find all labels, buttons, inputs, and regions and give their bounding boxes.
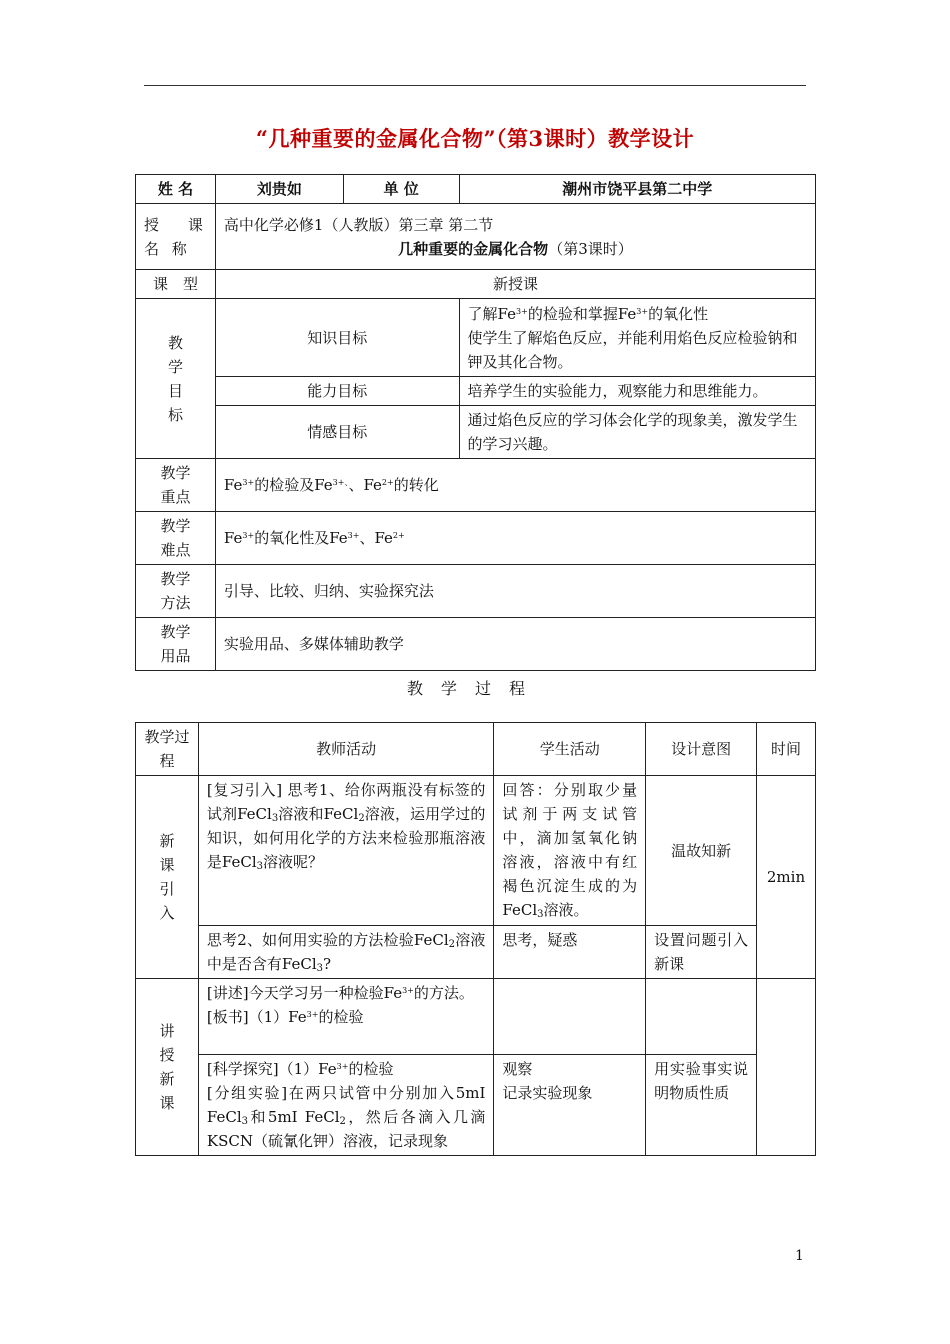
intent-2: 设置问题引入新课 — [646, 926, 757, 979]
superscript: 3+ — [402, 986, 414, 995]
label-line: 教学 — [160, 464, 191, 482]
text: Fe — [223, 529, 243, 547]
text: [复习引入] 思考1、给你两瓶没有标签的试剂FeCl — [206, 781, 486, 823]
text: 、Fe — [348, 476, 382, 494]
superscript: 3+ — [636, 306, 649, 316]
course-period: （第3课时） — [548, 239, 633, 258]
emotion-label: 情感目标 — [215, 406, 459, 459]
text: 的检验和掌握Fe — [527, 304, 637, 323]
goals-char: 标 — [167, 405, 183, 424]
goals-char: 教 — [167, 333, 183, 352]
subscript: 3 — [241, 1116, 249, 1127]
method-value: 引导、比较、归纳、实验探究法 — [215, 565, 815, 618]
stage-intro — [136, 776, 199, 979]
text: 了解Fe — [467, 304, 517, 323]
superscript: 3+ — [336, 1062, 349, 1071]
student-activity-3 — [494, 979, 646, 1055]
text: ，然后各滴入几滴KSCN（硫氰化钾）溶液，记录现象 — [206, 1108, 486, 1150]
superscript: 3+ — [347, 531, 360, 540]
subscript: 2 — [358, 813, 365, 824]
intent-4: 用实验事实说明物质性质 — [646, 1055, 757, 1156]
time-1: 2min — [756, 776, 815, 979]
course-label: 授 课 名 称 — [136, 204, 216, 270]
stage-teaching — [136, 979, 199, 1156]
text: Fe — [223, 476, 243, 494]
text-line — [207, 1005, 485, 1029]
course-name: 几种重要的金属化合物 — [398, 239, 549, 258]
emotion-value: 通过焰色反应的学习体会化学的现象美，激发学生的学习兴趣。 — [459, 406, 815, 459]
knowledge-label: 知识目标 — [215, 299, 459, 377]
stage-char: 引 — [159, 880, 175, 898]
knowledge-line2: 使学生了解焰色反应，并能利用焰色反应检验钠和钾及其化合物。 — [467, 328, 798, 371]
teacher-activity-1 — [198, 776, 493, 926]
header-stage: 教学过程 — [136, 723, 199, 776]
text: 的转化 — [393, 476, 439, 494]
label-line: 难点 — [160, 541, 191, 559]
document-title: “几种重要的金属化合物”（第3课时）教学设计 — [255, 126, 695, 151]
course-value — [215, 204, 815, 270]
page-number: 1 — [795, 1248, 804, 1264]
text: 、Fe — [359, 529, 393, 547]
tools-label — [136, 618, 216, 671]
stage-char: 授 — [159, 1046, 175, 1064]
difficulty-value — [215, 512, 815, 565]
text-line — [207, 1081, 485, 1153]
type-label: 课 型 — [136, 270, 216, 299]
header-time: 时间 — [756, 723, 815, 776]
text: 的检验 — [318, 1008, 364, 1026]
text-line — [207, 981, 485, 1005]
text: 思考2、如何用实验的方法检验FeCl — [206, 931, 449, 949]
text: [讲述]今天学习另一种检验Fe — [206, 984, 403, 1002]
unit-value: 潮州市饶平县第二中学 — [459, 175, 815, 204]
tools-value: 实验用品、多媒体辅助教学 — [215, 618, 815, 671]
text: 的氧化性 — [648, 304, 709, 323]
section-title: 教学过程 — [406, 679, 543, 698]
student-activity-1 — [494, 776, 646, 926]
text: 溶液和FeCl — [278, 805, 359, 823]
lesson-info-table — [135, 174, 816, 671]
stage-char: 新 — [159, 1070, 175, 1088]
key-value — [215, 459, 815, 512]
text: 的检验 — [348, 1060, 394, 1078]
text: 溶液。 — [543, 901, 589, 919]
subscript: 3 — [537, 909, 544, 920]
header-rule — [144, 85, 806, 86]
superscript: 2+ — [392, 531, 405, 540]
label-line: 教学 — [160, 570, 191, 588]
superscript: 3+ — [242, 531, 255, 540]
stage-char: 课 — [159, 1094, 175, 1112]
text: 溶液呢？ — [263, 853, 324, 871]
text: 的方法。 — [413, 984, 474, 1002]
text: ? — [323, 955, 332, 973]
text: [板书]（1）Fe — [206, 1008, 307, 1026]
difficulty-label — [136, 512, 216, 565]
time-2 — [756, 979, 815, 1156]
student-activity-4 — [494, 1055, 646, 1156]
text: [科学探究]（1）Fe — [206, 1060, 337, 1078]
course-line2 — [224, 237, 807, 261]
subscript: 3 — [271, 813, 279, 824]
text: 溶液中是否含有FeCl — [206, 931, 486, 973]
text: 回答：分别取少量试剂于两支试管中，滴加氢氧化钠溶液，溶液中有红褐色沉淀生成的为FeCl — [502, 781, 638, 919]
teacher-activity-2 — [198, 926, 493, 979]
text: 的氧化性及Fe — [254, 529, 348, 547]
label-line: 用品 — [160, 647, 191, 665]
superscript: 2+ — [381, 478, 394, 487]
label-line: 重点 — [160, 488, 191, 506]
text-line: 记录实验现象 — [502, 1084, 593, 1102]
knowledge-value — [459, 299, 815, 377]
knowledge-line1 — [468, 302, 807, 326]
subscript: 3 — [256, 861, 264, 872]
ability-label: 能力目标 — [215, 377, 459, 406]
subscript: 2 — [339, 1116, 346, 1127]
text-line — [207, 1057, 485, 1081]
name-value: 刘贵如 — [215, 175, 343, 204]
stage-char: 课 — [159, 856, 175, 874]
goals-char: 学 — [167, 357, 183, 376]
label-line: 教学 — [160, 517, 191, 535]
goals-label — [136, 299, 216, 459]
ability-value: 培养学生的实验能力，观察能力和思维能力。 — [459, 377, 815, 406]
text: 溶液，运用学过的知识，如何用化学的方法来检验那瓶溶液是FeCl — [206, 805, 486, 871]
subscript: 2 — [448, 939, 456, 950]
unit-label: 单 位 — [343, 175, 459, 204]
superscript: 3+ — [242, 478, 255, 487]
subscript: 3 — [316, 963, 324, 974]
process-table — [135, 722, 816, 1156]
header-intent: 设计意图 — [646, 723, 757, 776]
superscript: 3+、 — [332, 478, 349, 487]
course-line1: 高中化学必修1（人教版）第三章 第二节 — [223, 215, 494, 234]
intent-1: 温故知新 — [646, 776, 757, 926]
superscript: 3+ — [516, 306, 528, 316]
text: 的检验及Fe — [254, 476, 333, 494]
key-label — [136, 459, 216, 512]
label-line: 方法 — [160, 594, 191, 612]
type-value: 新授课 — [215, 270, 815, 299]
intent-3 — [646, 979, 757, 1055]
text-line: 观察 — [502, 1060, 533, 1078]
text: [分组实验]在两只试管中分别加入5mI FeCl — [206, 1084, 486, 1126]
header-student: 学生活动 — [494, 723, 646, 776]
stage-char: 讲 — [159, 1022, 175, 1040]
name-label: 姓 名 — [136, 175, 216, 204]
method-label — [136, 565, 216, 618]
label-line: 教学 — [160, 623, 191, 641]
student-activity-2: 思考，疑惑 — [494, 926, 646, 979]
text: 和5mI FeCl — [248, 1108, 340, 1126]
stage-char: 新 — [159, 832, 175, 850]
teacher-activity-3 — [198, 979, 493, 1055]
teacher-activity-4 — [198, 1055, 493, 1156]
superscript: 3+ — [306, 1010, 319, 1019]
goals-char: 目 — [167, 381, 183, 400]
header-teacher: 教师活动 — [198, 723, 493, 776]
stage-char: 入 — [159, 904, 175, 922]
